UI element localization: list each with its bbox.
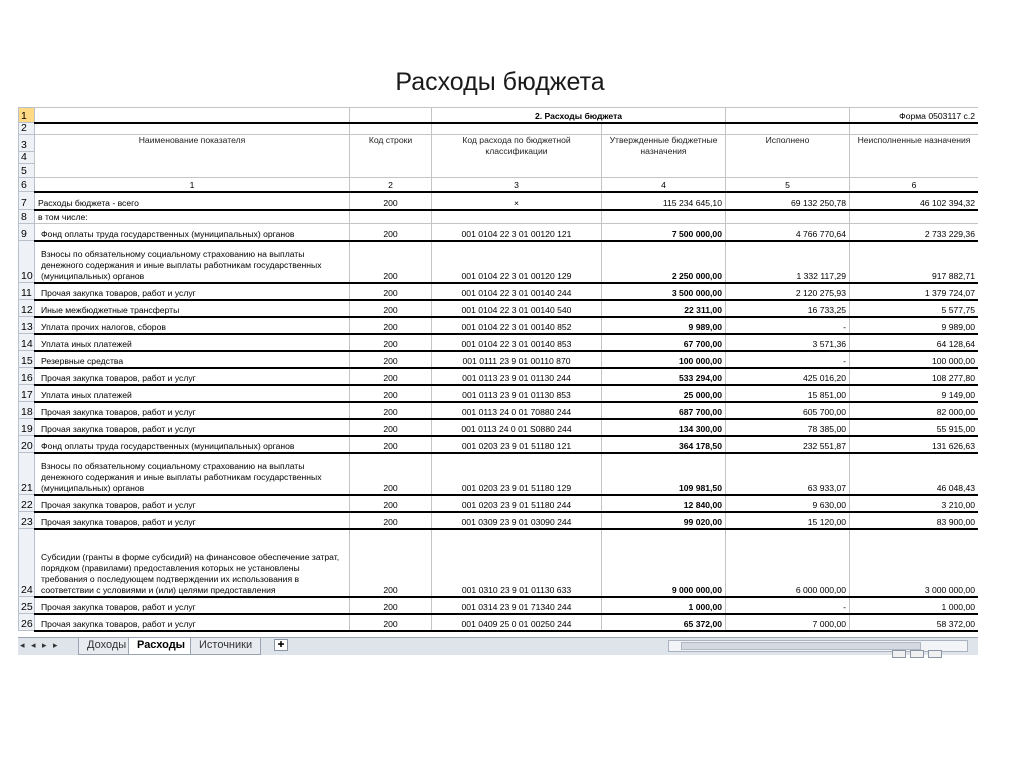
row-header[interactable]: 5: [19, 164, 35, 178]
row-header[interactable]: 19: [19, 419, 35, 436]
row-header[interactable]: 16: [19, 368, 35, 385]
row-executed[interactable]: 1 332 117,29: [726, 241, 850, 283]
row-executed[interactable]: 605 700,00: [726, 402, 850, 419]
table-row[interactable]: [19, 385, 979, 402]
table-row[interactable]: [19, 402, 979, 419]
column-number[interactable]: 5: [726, 178, 850, 192]
row-classification[interactable]: 001 0203 23 9 01 51180 244: [432, 495, 602, 512]
row-executed[interactable]: 15 120,00: [726, 512, 850, 529]
table-row[interactable]: [19, 614, 979, 631]
row-name[interactable]: Прочая закупка товаров, работ и услуг: [35, 368, 350, 385]
tab-istochniki[interactable]: Источники: [190, 638, 261, 655]
total-classification[interactable]: ×: [432, 192, 602, 210]
page-layout-icon[interactable]: [910, 650, 924, 658]
row-executed[interactable]: 15 851,00: [726, 385, 850, 402]
total-executed[interactable]: 69 132 250,78: [726, 192, 850, 210]
header-executed[interactable]: Исполнено: [726, 135, 850, 178]
view-controls: [880, 650, 970, 658]
row-executed[interactable]: 232 551,87: [726, 436, 850, 453]
table-row[interactable]: [19, 317, 979, 334]
table-row[interactable]: [19, 453, 979, 495]
row-unexecuted[interactable]: 100 000,00: [850, 351, 979, 368]
row-name[interactable]: Прочая закупка товаров, работ и услуг: [35, 597, 350, 614]
row-code[interactable]: 200: [350, 351, 432, 368]
normal-view-icon[interactable]: [892, 650, 906, 658]
row-approved[interactable]: 22 311,00: [602, 300, 726, 317]
table-row[interactable]: [19, 351, 979, 368]
row-executed[interactable]: 63 933,07: [726, 453, 850, 495]
row-code[interactable]: 200: [350, 597, 432, 614]
row-unexecuted[interactable]: 3 000 000,00: [850, 529, 979, 597]
row-name[interactable]: Прочая закупка товаров, работ и услуг: [35, 402, 350, 419]
row-classification[interactable]: 001 0310 23 9 01 01130 633: [432, 529, 602, 597]
row-header[interactable]: 14: [19, 334, 35, 351]
row-approved[interactable]: 134 300,00: [602, 419, 726, 436]
row-unexecuted[interactable]: 64 128,64: [850, 334, 979, 351]
row-classification[interactable]: 001 0113 23 9 01 01130 244: [432, 368, 602, 385]
row-executed[interactable]: -: [726, 317, 850, 334]
row-name[interactable]: Взносы по обязательному социальному страхованию на выплаты денежного содержания и иные выплаты работникам государственных (муниципальных) органов: [35, 453, 350, 495]
row-unexecuted[interactable]: 9 989,00: [850, 317, 979, 334]
page-break-icon[interactable]: [928, 650, 942, 658]
row-approved[interactable]: 9 989,00: [602, 317, 726, 334]
row-executed[interactable]: 16 733,25: [726, 300, 850, 317]
row-header[interactable]: 15: [19, 351, 35, 368]
row-executed[interactable]: 425 016,20: [726, 368, 850, 385]
table-row[interactable]: [19, 512, 979, 529]
row-unexecuted[interactable]: 46 048,43: [850, 453, 979, 495]
table-row[interactable]: [19, 495, 979, 512]
row-classification[interactable]: 001 0409 25 0 01 00250 244: [432, 614, 602, 631]
column-number[interactable]: 3: [432, 178, 602, 192]
row-approved[interactable]: 2 250 000,00: [602, 241, 726, 283]
tab-rashody[interactable]: Расходы: [128, 638, 194, 655]
row-header[interactable]: 18: [19, 402, 35, 419]
row-classification[interactable]: 001 0104 22 3 01 00140 853: [432, 334, 602, 351]
row-unexecuted[interactable]: 131 626,63: [850, 436, 979, 453]
total-name[interactable]: Расходы бюджета - всего: [35, 192, 350, 210]
row-approved[interactable]: 7 500 000,00: [602, 224, 726, 241]
row-classification[interactable]: 001 0104 22 3 01 00120 121: [432, 224, 602, 241]
header-name[interactable]: Наименование показателя: [35, 135, 350, 178]
row-code[interactable]: 200: [350, 512, 432, 529]
sheet-title[interactable]: 2. Расходы бюджета: [432, 108, 726, 123]
row-classification[interactable]: 001 0104 22 3 01 00140 244: [432, 283, 602, 300]
row-name[interactable]: Прочая закупка товаров, работ и услуг: [35, 512, 350, 529]
table-row[interactable]: [19, 419, 979, 436]
row-executed[interactable]: -: [726, 351, 850, 368]
row-code[interactable]: 200: [350, 419, 432, 436]
table-row[interactable]: [19, 334, 979, 351]
row-header[interactable]: 25: [19, 597, 35, 614]
row-unexecuted[interactable]: 917 882,71: [850, 241, 979, 283]
row-code[interactable]: 200: [350, 241, 432, 283]
in-that-label[interactable]: в том числе:: [35, 210, 350, 224]
row-header[interactable]: 1: [19, 108, 35, 123]
row-executed[interactable]: 4 766 770,64: [726, 224, 850, 241]
row-classification[interactable]: 001 0113 23 9 01 01130 853: [432, 385, 602, 402]
row-name[interactable]: Уплата прочих налогов, сборов: [35, 317, 350, 334]
total-approved[interactable]: 115 234 645,10: [602, 192, 726, 210]
row-header[interactable]: 20: [19, 436, 35, 453]
row-executed[interactable]: 7 000,00: [726, 614, 850, 631]
form-number[interactable]: Форма 0503117 с.2: [850, 108, 979, 123]
spreadsheet[interactable]: [18, 107, 978, 655]
row-unexecuted[interactable]: 9 149,00: [850, 385, 979, 402]
row-executed[interactable]: 2 120 275,93: [726, 283, 850, 300]
table-row[interactable]: [19, 241, 979, 283]
row-code[interactable]: 200: [350, 402, 432, 419]
table-row[interactable]: [19, 224, 979, 241]
row-executed[interactable]: 6 000 000,00: [726, 529, 850, 597]
row-header[interactable]: 9: [19, 224, 35, 241]
row-header[interactable]: 21: [19, 453, 35, 495]
row-code[interactable]: 200: [350, 453, 432, 495]
row-classification[interactable]: 001 0111 23 9 01 00110 870: [432, 351, 602, 368]
row-classification[interactable]: 001 0203 23 9 01 51180 121: [432, 436, 602, 453]
row-header[interactable]: 11: [19, 283, 35, 300]
row-executed[interactable]: -: [726, 597, 850, 614]
table-row[interactable]: [19, 597, 979, 614]
row-approved[interactable]: 67 700,00: [602, 334, 726, 351]
row-header[interactable]: 8: [19, 210, 35, 224]
row-name[interactable]: Прочая закупка товаров, работ и услуг: [35, 419, 350, 436]
row-name[interactable]: Прочая закупка товаров, работ и услуг: [35, 495, 350, 512]
row-approved[interactable]: 100 000,00: [602, 351, 726, 368]
row-name[interactable]: Фонд оплаты труда государственных (муниципальных) органов: [35, 224, 350, 241]
header-unexecuted[interactable]: Неисполненные назначения: [850, 135, 979, 178]
row-approved[interactable]: 109 981,50: [602, 453, 726, 495]
row-header[interactable]: 26: [19, 614, 35, 631]
row-approved[interactable]: 9 000 000,00: [602, 529, 726, 597]
row-header[interactable]: 10: [19, 241, 35, 283]
sheet-tabs-bar: [18, 637, 978, 655]
header-approved[interactable]: Утвержденные бюджетные назначения: [602, 135, 726, 178]
row-approved[interactable]: 364 178,50: [602, 436, 726, 453]
row-code[interactable]: 200: [350, 495, 432, 512]
total-code[interactable]: 200: [350, 192, 432, 210]
row-header[interactable]: 7: [19, 192, 35, 210]
row-name[interactable]: Субсидии (гранты в форме субсидий) на финансовое обеспечение затрат, порядком (правилами) предоставления которых не установлены требования о последующем подтверждении их использования в соответствии с условиями и (или) целями предоставления: [35, 529, 350, 597]
row-unexecuted[interactable]: 55 915,00: [850, 419, 979, 436]
header-classification[interactable]: Код расхода по бюджетной классификации: [432, 135, 602, 178]
header-code[interactable]: Код строки: [350, 135, 432, 178]
row-approved[interactable]: 3 500 000,00: [602, 283, 726, 300]
row-unexecuted[interactable]: 82 000,00: [850, 402, 979, 419]
column-number[interactable]: 2: [350, 178, 432, 192]
row-name[interactable]: Фонд оплаты труда государственных (муниципальных) органов: [35, 436, 350, 453]
row-code[interactable]: 200: [350, 385, 432, 402]
total-unexecuted[interactable]: 46 102 394,32: [850, 192, 979, 210]
row-approved[interactable]: 25 000,00: [602, 385, 726, 402]
insert-sheet-icon[interactable]: ✚: [274, 639, 288, 651]
row-unexecuted[interactable]: 83 900,00: [850, 512, 979, 529]
row-classification[interactable]: 001 0104 22 3 01 00120 129: [432, 241, 602, 283]
row-unexecuted[interactable]: 5 577,75: [850, 300, 979, 317]
row-classification[interactable]: 001 0314 23 9 01 71340 244: [432, 597, 602, 614]
row-code[interactable]: 200: [350, 436, 432, 453]
column-number[interactable]: 6: [850, 178, 979, 192]
row-classification[interactable]: 001 0203 23 9 01 51180 129: [432, 453, 602, 495]
row-unexecuted[interactable]: 1 379 724,07: [850, 283, 979, 300]
row-code[interactable]: 200: [350, 224, 432, 241]
row-name[interactable]: Прочая закупка товаров, работ и услуг: [35, 614, 350, 631]
row-name[interactable]: Прочая закупка товаров, работ и услуг: [35, 283, 350, 300]
row-classification[interactable]: 001 0113 24 0 01 70880 244: [432, 402, 602, 419]
row-header[interactable]: 13: [19, 317, 35, 334]
row-code[interactable]: 200: [350, 614, 432, 631]
row-code[interactable]: 200: [350, 300, 432, 317]
tab-navigation[interactable]: ◂ ◂ ▸ ▸: [20, 640, 60, 650]
row-unexecuted[interactable]: 108 277,80: [850, 368, 979, 385]
row-header[interactable]: 22: [19, 495, 35, 512]
row-header[interactable]: 12: [19, 300, 35, 317]
row-unexecuted[interactable]: 58 372,00: [850, 614, 979, 631]
table-row[interactable]: [19, 283, 979, 300]
table-row[interactable]: [19, 436, 979, 453]
row-code[interactable]: 200: [350, 334, 432, 351]
table-row[interactable]: [19, 300, 979, 317]
row-header[interactable]: 24: [19, 529, 35, 597]
row-unexecuted[interactable]: 2 733 229,36: [850, 224, 979, 241]
column-number[interactable]: 4: [602, 178, 726, 192]
row-name[interactable]: Иные межбюджетные трансферты: [35, 300, 350, 317]
table-row[interactable]: [19, 529, 979, 597]
row-code[interactable]: 200: [350, 317, 432, 334]
row-header[interactable]: 4: [19, 152, 35, 164]
data-grid[interactable]: [18, 107, 978, 632]
grid-area[interactable]: [18, 107, 978, 637]
row-executed[interactable]: 3 571,36: [726, 334, 850, 351]
row-approved[interactable]: 65 372,00: [602, 614, 726, 631]
row-name[interactable]: Резервные средства: [35, 351, 350, 368]
row-classification[interactable]: 001 0104 22 3 01 00140 540: [432, 300, 602, 317]
row-classification[interactable]: 001 0104 22 3 01 00140 852: [432, 317, 602, 334]
row-executed[interactable]: 9 630,00: [726, 495, 850, 512]
row-approved[interactable]: 99 020,00: [602, 512, 726, 529]
row-header[interactable]: 3: [19, 135, 35, 152]
table-row[interactable]: [19, 368, 979, 385]
column-number[interactable]: 1: [35, 178, 350, 192]
row-unexecuted[interactable]: 3 210,00: [850, 495, 979, 512]
row-name[interactable]: Уплата иных платежей: [35, 334, 350, 351]
slide-title: Расходы бюджета: [395, 68, 605, 96]
row-approved[interactable]: 1 000,00: [602, 597, 726, 614]
row-code[interactable]: 200: [350, 283, 432, 300]
row-executed[interactable]: 78 385,00: [726, 419, 850, 436]
row-approved[interactable]: 12 840,00: [602, 495, 726, 512]
row-header[interactable]: 6: [19, 178, 35, 192]
row-unexecuted[interactable]: 1 000,00: [850, 597, 979, 614]
row-name[interactable]: Взносы по обязательному социальному страхованию на выплаты денежного содержания и иные выплаты работникам государственных (муниципальных) органов: [35, 241, 350, 283]
row-approved[interactable]: 533 294,00: [602, 368, 726, 385]
row-approved[interactable]: 687 700,00: [602, 402, 726, 419]
scrollbar-thumb[interactable]: [681, 642, 921, 650]
row-classification[interactable]: 001 0113 24 0 01 S0880 244: [432, 419, 602, 436]
row-header[interactable]: 23: [19, 512, 35, 529]
tab-dohody[interactable]: Доходы: [78, 638, 135, 655]
row-name[interactable]: Уплата иных платежей: [35, 385, 350, 402]
row-code[interactable]: 200: [350, 368, 432, 385]
row-classification[interactable]: 001 0309 23 9 01 03090 244: [432, 512, 602, 529]
row-header[interactable]: 17: [19, 385, 35, 402]
row-header[interactable]: 2: [19, 123, 35, 135]
row-code[interactable]: 200: [350, 529, 432, 597]
